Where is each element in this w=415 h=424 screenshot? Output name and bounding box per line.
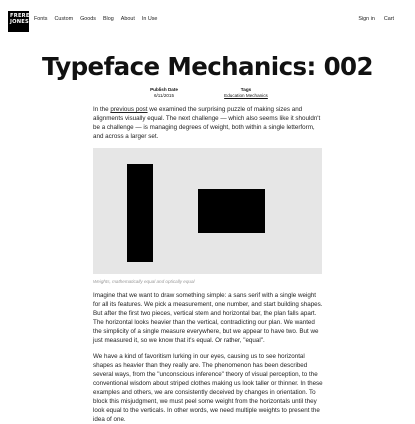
previous-post-link[interactable]: previous post: [110, 106, 148, 113]
nav-blog[interactable]: Blog: [102, 16, 114, 22]
nav-in-use[interactable]: In Use: [141, 16, 158, 22]
nav-fonts[interactable]: Fonts: [34, 16, 48, 22]
weights-figure: [93, 148, 322, 274]
publish-date-block: [142, 87, 186, 99]
tags-link[interactable]: Education Mechanics: [224, 93, 268, 98]
publish-date-value: 6/11/2015: [153, 93, 175, 98]
publish-date-label: Publish Date: [150, 87, 178, 92]
intro-text-before: In the: [93, 106, 111, 113]
cart-link[interactable]: Cart: [383, 16, 394, 22]
body-paragraph-2: We have a kind of favoritism lurking in our eyes, causing us to see horizontal shapes as heavier than they really are. The phenomenon has been described several ways, from the "unconscious inference" theory of visual perception, to the conventional wisdom about striped clothes making us look taller or thinner. In these examples and others, we are consistently deceived by changes in orientation. To block this misjudgment, we must peel some weight from the horizontals until they look equal to the verticals. In other words, we need multiple weights to present the idea of one.: [93, 353, 323, 423]
main-nav: [34, 16, 157, 22]
logo-line-2: JONES: [10, 19, 29, 26]
body-paragraph-1: Imagine that we want to draw something simple: a sans serif with a single weight for all its features. We pick a measurement, one number, and start building shapes. But after the first two pieces, vertical stem and horizontal bar, the plan falls apart. The horizontal looks heavier than the vertical, contradicting our plan. We wanted the simplicity of a single measure everywhere, but we appear to have two. But we just measured it, so we know that it's equal. Or rather, "equal".: [93, 292, 323, 344]
account-nav: [358, 16, 394, 22]
frere-jones-logo[interactable]: [8, 11, 29, 32]
logo-line-1: FRERE: [10, 13, 30, 19]
horizontal-bar-shape: [198, 189, 265, 233]
article-title: Typeface Mechanics: 002: [42, 52, 373, 81]
sign-in-link[interactable]: Sign in: [358, 16, 375, 22]
vertical-stem-shape: [127, 164, 153, 262]
tags-label: Tags: [240, 87, 252, 92]
nav-about[interactable]: About: [120, 16, 135, 22]
nav-goods[interactable]: Goods: [80, 16, 96, 22]
figure-caption: Weights, mathematically equal and optically equal: [93, 279, 195, 284]
nav-custom[interactable]: Custom: [54, 16, 74, 22]
intro-text-after: we examined the surprising puzzle of making sizes and alignments visually equal. The next challenge — which also seems like it shouldn't be a challenge — is managing degrees of weight, both within a single letterform, and across a larger set.: [93, 106, 321, 140]
tags-block: [218, 87, 274, 99]
intro-paragraph: [93, 105, 325, 141]
